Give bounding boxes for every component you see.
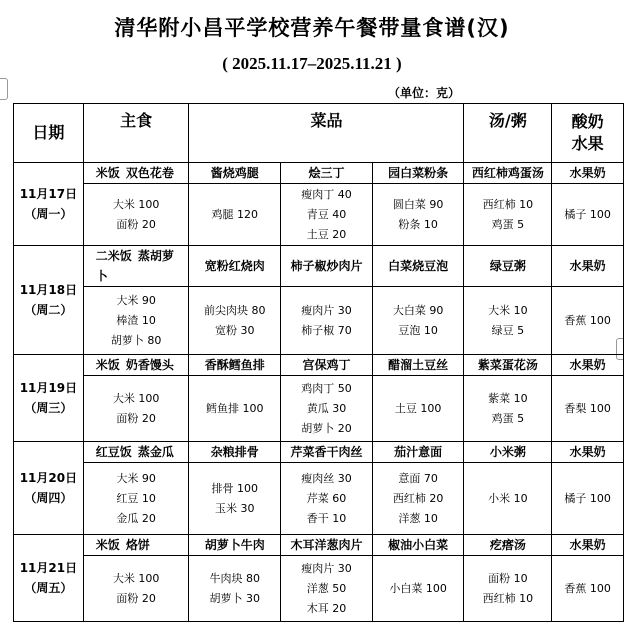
dish-ingredients xyxy=(372,184,464,246)
dish-name: 醋溜土豆丝 xyxy=(372,355,464,376)
staple-name: 米饭 xyxy=(95,358,120,372)
header-staple: 主食 xyxy=(83,104,189,163)
dish-ingredients xyxy=(189,556,281,622)
ingredient: 柿子椒 70 xyxy=(301,323,352,337)
staple-names xyxy=(83,535,189,556)
header-yogurt-fruit xyxy=(552,104,624,163)
ingredient: 大米 90 xyxy=(116,471,156,485)
fruit-name: 水果奶 xyxy=(552,535,624,556)
day-date: 11月18日 xyxy=(19,283,78,297)
ingredient: 前尖肉块 80 xyxy=(204,303,266,317)
staple-name: 蒸胡萝卜 xyxy=(95,249,174,283)
dish-ingredients xyxy=(281,287,373,355)
day-date: 11月20日 xyxy=(19,471,78,485)
dish-name: 白菜烧豆泡 xyxy=(372,246,464,287)
ingredient: 香蕉 100 xyxy=(564,581,611,595)
page-title: 清华附小昌平学校营养午餐带量食谱(汉) xyxy=(114,16,510,40)
ingredient: 橘子 100 xyxy=(564,491,611,505)
ingredient: 金瓜 20 xyxy=(116,511,156,525)
ingredient: 鸡肉丁 50 xyxy=(301,381,352,395)
fruit-ingredients xyxy=(552,556,624,622)
fruit-name: 水果奶 xyxy=(552,163,624,184)
dish-name: 胡萝卜牛肉 xyxy=(189,535,281,556)
ingredient: 黄瓜 30 xyxy=(306,401,347,415)
ingredient: 胡萝卜 30 xyxy=(209,591,261,605)
day-cell xyxy=(14,163,84,246)
ingredient: 面粉 20 xyxy=(116,411,156,425)
ingredient: 鸡蛋 5 xyxy=(491,411,525,425)
day-date: 11月17日 xyxy=(19,187,78,201)
dish-name: 园白菜粉条 xyxy=(372,163,464,184)
fruit-name: 水果奶 xyxy=(552,355,624,376)
header-row xyxy=(14,104,624,163)
soup-ingredients xyxy=(464,287,552,355)
soup-ingredients xyxy=(464,556,552,622)
ingredient: 绿豆 5 xyxy=(491,323,525,337)
header-yogurt: 酸奶 xyxy=(571,112,604,131)
staple-name: 蒸金瓜 xyxy=(137,445,174,459)
ingredient: 青豆 40 xyxy=(306,207,347,221)
staple-name: 米饭 xyxy=(95,538,120,552)
ingredient: 土豆 100 xyxy=(394,401,442,415)
dish-name: 柿子椒炒肉片 xyxy=(281,246,373,287)
ingredient: 排骨 100 xyxy=(211,481,259,495)
soup-name: 疙瘩汤 xyxy=(464,535,552,556)
fruit-ingredients xyxy=(552,287,624,355)
ingredient: 粉条 10 xyxy=(398,217,438,231)
ingredient: 橘子 100 xyxy=(564,207,611,221)
ingredient: 宽粉 30 xyxy=(215,323,255,337)
header-date: 日期 xyxy=(14,104,84,163)
day-weekday: （周三） xyxy=(24,401,73,415)
ingredient: 洋葱 50 xyxy=(306,581,347,595)
day-dish-row xyxy=(14,535,624,556)
day-weekday: （周五） xyxy=(24,581,73,595)
ingredient: 玉米 30 xyxy=(215,501,255,515)
fruit-ingredients xyxy=(552,376,624,442)
dish-ingredients xyxy=(281,463,373,535)
ingredient: 香干 10 xyxy=(306,511,347,525)
ingredient: 芹菜 60 xyxy=(306,491,347,505)
day-ingredient-row xyxy=(14,287,624,355)
day-cell xyxy=(14,355,84,442)
day-dish-row xyxy=(14,442,624,463)
dish-ingredients xyxy=(281,376,373,442)
dish-ingredients xyxy=(189,287,281,355)
soup-ingredients xyxy=(464,463,552,535)
dish-name: 椒油小白菜 xyxy=(372,535,464,556)
day-ingredient-row xyxy=(14,376,624,442)
dish-name: 杂粮排骨 xyxy=(189,442,281,463)
day-cell xyxy=(14,535,84,622)
dish-name: 香酥鳕鱼排 xyxy=(189,355,281,376)
day-ingredient-row xyxy=(14,184,624,246)
dish-name: 酱烧鸡腿 xyxy=(189,163,281,184)
ingredient: 紫菜 10 xyxy=(488,391,528,405)
dish-name: 芹菜香干肉丝 xyxy=(281,442,373,463)
soup-ingredients xyxy=(464,376,552,442)
ingredient: 小白菜 100 xyxy=(389,581,447,595)
soup-name: 西红柿鸡蛋汤 xyxy=(464,163,552,184)
ingredient: 鸡蛋 5 xyxy=(491,217,525,231)
ingredient: 香梨 100 xyxy=(564,401,611,415)
dish-ingredients xyxy=(189,184,281,246)
ingredient: 香蕉 100 xyxy=(564,313,611,327)
staple-name: 红豆饭 xyxy=(95,445,132,459)
day-weekday: （周一） xyxy=(24,207,73,221)
staple-name: 二米饭 xyxy=(95,249,132,263)
dish-ingredients xyxy=(372,556,464,622)
staple-names xyxy=(83,355,189,376)
menu-body xyxy=(14,163,624,622)
day-ingredient-row xyxy=(14,556,624,622)
ingredient: 胡萝卜 20 xyxy=(301,421,352,435)
staple-names xyxy=(83,163,189,184)
fruit-name: 水果奶 xyxy=(552,246,624,287)
staple-name: 双色花卷 xyxy=(125,166,174,180)
staple-names xyxy=(83,442,189,463)
dish-ingredients xyxy=(372,463,464,535)
dish-name: 烩三丁 xyxy=(281,163,373,184)
ingredient: 大米 10 xyxy=(488,303,528,317)
ingredient: 小米 10 xyxy=(488,491,528,505)
unit-note: （单位：克） xyxy=(388,86,461,100)
day-weekday: （周四） xyxy=(24,491,73,505)
day-weekday: （周二） xyxy=(24,303,73,317)
ingredient: 西红柿 10 xyxy=(482,197,534,211)
dish-ingredients xyxy=(189,463,281,535)
dish-name: 木耳洋葱肉片 xyxy=(281,535,373,556)
menu-table xyxy=(13,103,624,622)
day-dish-row xyxy=(14,163,624,184)
ingredient: 胡萝卜 80 xyxy=(110,333,162,347)
staple-ingredients xyxy=(83,463,189,535)
staple-name: 米饭 xyxy=(95,166,120,180)
dish-name: 宫保鸡丁 xyxy=(281,355,373,376)
ingredient: 大米 100 xyxy=(112,391,160,405)
ingredient: 鸡腿 120 xyxy=(211,207,259,221)
day-dish-row xyxy=(14,246,624,287)
fruit-ingredients xyxy=(552,184,624,246)
soup-name: 紫菜蛋花汤 xyxy=(464,355,552,376)
soup-ingredients xyxy=(464,184,552,246)
ingredient: 棒渣 10 xyxy=(116,313,156,327)
day-date: 11月19日 xyxy=(19,381,78,395)
dish-ingredients xyxy=(281,184,373,246)
dish-name: 茄汁意面 xyxy=(372,442,464,463)
ingredient: 面粉 10 xyxy=(488,571,528,585)
ingredient: 面粉 20 xyxy=(116,591,156,605)
header-dishes: 菜品 xyxy=(189,104,464,163)
date-range: ( 2025.11.17–2025.11.21 ) xyxy=(222,54,402,73)
ingredient: 瘦肉片 30 xyxy=(301,303,352,317)
staple-names xyxy=(83,246,189,287)
ingredient: 大白菜 90 xyxy=(392,303,444,317)
day-cell xyxy=(14,442,84,535)
ingredient: 土豆 20 xyxy=(306,227,347,241)
ingredient: 大米 100 xyxy=(112,571,160,585)
ingredient: 鳕鱼排 100 xyxy=(206,401,264,415)
ingredient: 豆泡 10 xyxy=(398,323,438,337)
day-date: 11月21日 xyxy=(19,561,78,575)
soup-name: 绿豆粥 xyxy=(464,246,552,287)
staple-name: 奶香馒头 xyxy=(125,358,174,372)
ingredient: 面粉 20 xyxy=(116,217,156,231)
staple-ingredients xyxy=(83,287,189,355)
dish-ingredients xyxy=(372,376,464,442)
ingredient: 大米 100 xyxy=(112,197,160,211)
ingredient: 大米 90 xyxy=(116,293,156,307)
dish-ingredients xyxy=(189,376,281,442)
staple-ingredients xyxy=(83,556,189,622)
day-cell xyxy=(14,246,84,355)
staple-ingredients xyxy=(83,184,189,246)
dish-ingredients xyxy=(372,287,464,355)
scroll-handle-left[interactable] xyxy=(0,78,8,100)
day-dish-row xyxy=(14,355,624,376)
dish-ingredients xyxy=(281,556,373,622)
ingredient: 木耳 20 xyxy=(306,601,347,615)
ingredient: 红豆 10 xyxy=(116,491,156,505)
fruit-name: 水果奶 xyxy=(552,442,624,463)
ingredient: 牛肉块 80 xyxy=(209,571,261,585)
header-fruit: 水果 xyxy=(571,134,604,153)
ingredient: 瘦肉丝 30 xyxy=(301,471,352,485)
staple-name: 烙饼 xyxy=(125,538,150,552)
header-soup: 汤/粥 xyxy=(464,104,552,163)
ingredient: 西红柿 10 xyxy=(482,591,534,605)
ingredient: 意面 70 xyxy=(398,471,438,485)
soup-name: 小米粥 xyxy=(464,442,552,463)
dish-name: 宽粉红烧肉 xyxy=(189,246,281,287)
day-ingredient-row xyxy=(14,463,624,535)
ingredient: 瘦肉片 30 xyxy=(301,561,352,575)
fruit-ingredients xyxy=(552,463,624,535)
staple-ingredients xyxy=(83,376,189,442)
ingredient: 西红柿 20 xyxy=(392,491,444,505)
ingredient: 洋葱 10 xyxy=(398,511,438,525)
ingredient: 瘦肉丁 40 xyxy=(301,187,352,201)
ingredient: 圆白菜 90 xyxy=(392,197,444,211)
